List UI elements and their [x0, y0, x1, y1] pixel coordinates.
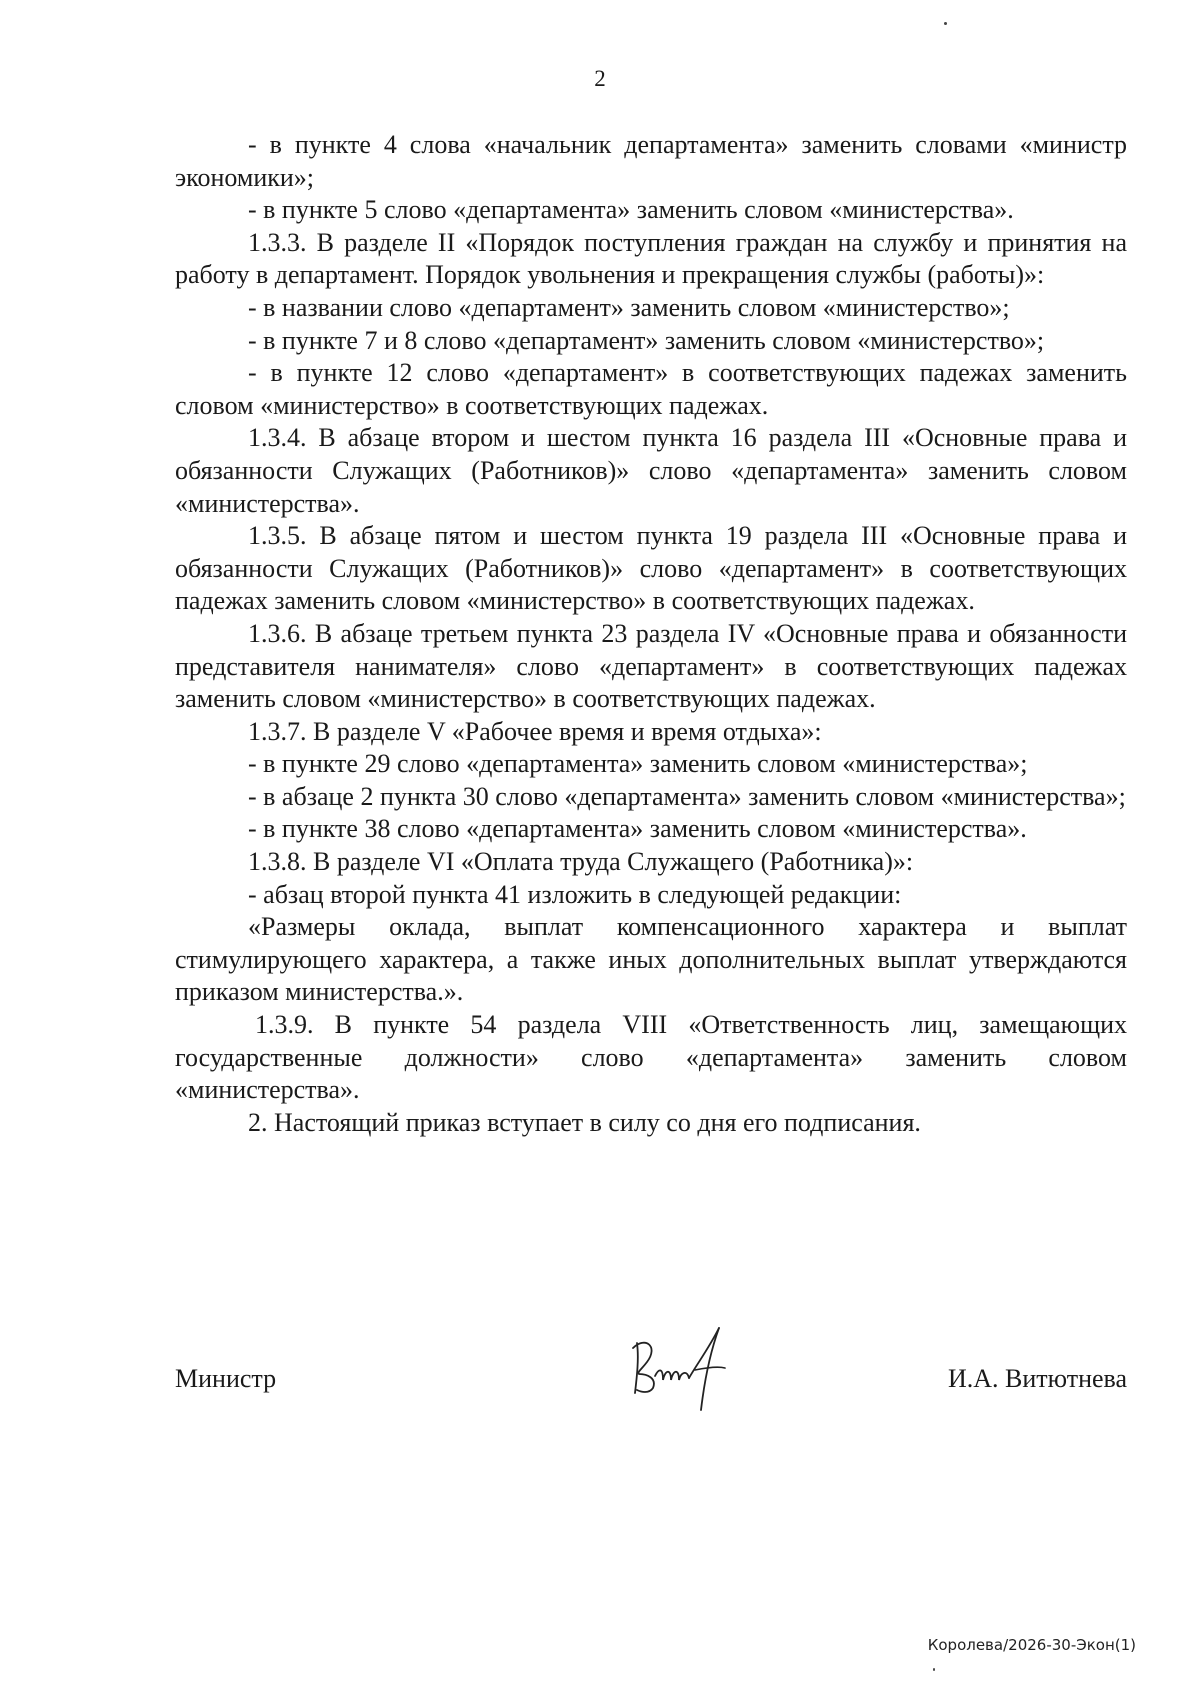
paragraph: - в пункте 5 слово «департамента» заменить словом «министерства». — [248, 195, 1014, 225]
scan-speck — [933, 1668, 935, 1671]
paragraph: 1.3.6. В абзаце третьем пункта 23 раздела IV «Основные права и обязанности представителя нанимателя» слово «департамент» в соответствующих падежах заменить словом «министерство» в соответствующих падежах. — [175, 618, 1127, 714]
handwritten-signature — [625, 1318, 755, 1418]
scan-speck — [944, 22, 947, 25]
paragraph: 1.3.8. В разделе VI «Оплата труда Служащего (Работника)»: — [248, 847, 914, 877]
paragraph: «Размеры оклада, выплат компенсационного характера и выплат стимулирующего характера, а также иных дополнительных выплат утверждаются приказом министерства.». — [175, 912, 1127, 1007]
paragraph: - в пункте 7 и 8 слово «департамент» заменить словом «министерство»; — [248, 325, 1045, 355]
paragraph: - в пункте 38 слово «департамента» заменить словом «министерства». — [248, 814, 1027, 844]
paragraph: 1.3.5. В абзаце пятом и шестом пункта 19 раздела III «Основные права и обязанности Служащих (Работников)» слово «департамент» в соответствующих падежах заменить словом «министерство» в соответствующих падежах. — [175, 521, 1127, 616]
paragraph: - в пункте 4 слова «начальник департамента» заменить словами «министр экономики»; — [175, 130, 1127, 192]
paragraph: - в названии слово «департамент» заменить словом «министерство»; — [248, 292, 1010, 322]
paragraph: - в абзаце 2 пункта 30 слово «департамента» заменить словом «министерства»; — [248, 781, 1126, 811]
paragraph: 2. Настоящий приказ вступает в силу со дня его подписания. — [248, 1107, 921, 1137]
paragraph: 1.3.4. В абзаце втором и шестом пункта 16 раздела III «Основные права и обязанности Служащих (Работников)» слово «департамента» заменить словом «министерства». — [175, 423, 1127, 518]
paragraph: 1.3.3. В разделе II «Порядок поступления граждан на службу и принятия на работу в департамент. Порядок увольнения и прекращения службы (работы)»: — [175, 227, 1127, 290]
paragraph: 1.3.9. В пункте 54 раздела VIII «Ответственность лиц, замещающих государственные должности» слово «департамента» заменить словом «министерства». — [175, 1010, 1127, 1105]
signatory-title: Министр — [175, 1364, 277, 1393]
paragraph: - абзац второй пункта 41 изложить в следующей редакции: — [248, 879, 902, 909]
document-reference: Королева/2026-30-Экон(1) — [927, 1636, 1136, 1654]
paragraph: - в пункте 29 слово «департамента» заменить словом «министерства»; — [248, 749, 1028, 779]
page-number: 2 — [594, 66, 606, 91]
document-body — [175, 129, 1127, 1139]
paragraph: - в пункте 12 слово «департамент» в соответствующих падежах заменить словом «министерство» в соответствующих падежах. — [175, 358, 1127, 420]
signatory-name: И.А. Витютнева — [947, 1364, 1127, 1393]
paragraph: 1.3.7. В разделе V «Рабочее время и время отдыха»: — [248, 716, 822, 746]
